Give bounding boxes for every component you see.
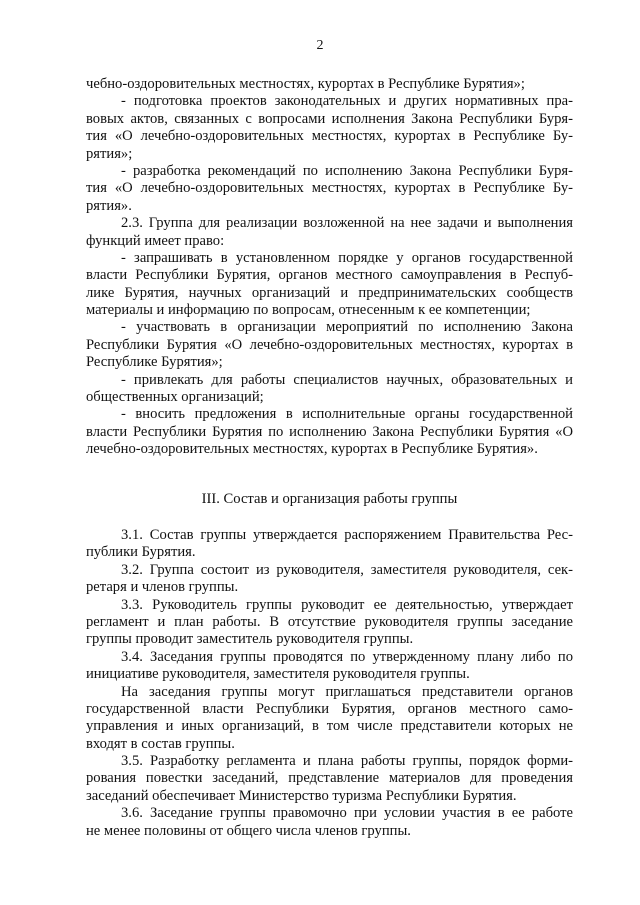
text-line: 3.5. Разработку регламента и плана работы группы, порядок форми- xyxy=(121,753,573,770)
text-line: 3.4. Заседания группы проводятся по утвержденному плану либо по xyxy=(121,648,573,665)
text-line: материалы и информацию по вопросам, отнесенным к ее компетенции; xyxy=(86,302,531,319)
text-line: - подготовка проектов законодательных и других нормативных пра- xyxy=(121,93,573,110)
text-line: На заседания группы могут приглашаться представители органов xyxy=(121,683,573,700)
text-line: 3.2. Группа состоит из руководителя, заместителя руководителя, сек- xyxy=(121,561,573,578)
paragraph xyxy=(86,250,573,320)
paragraph xyxy=(86,805,573,840)
section-2-continuation xyxy=(86,76,573,459)
text-line: не менее половины от общего числа членов группы. xyxy=(86,822,411,839)
text-line: 3.3. Руководитель группы руководит ее деятельностью, утверждает xyxy=(121,596,573,613)
text-line: тия «О лечебно-оздоровительных местностях, курортах в Республике Бу- xyxy=(86,128,573,145)
paragraph xyxy=(86,597,573,649)
paragraph xyxy=(86,319,573,371)
paragraph xyxy=(86,406,573,458)
paragraph xyxy=(86,649,573,684)
page-number: 2 xyxy=(316,38,324,53)
paragraph xyxy=(86,76,573,93)
text-line: ретаря и членов группы. xyxy=(86,579,239,596)
text-line: 3.1. Состав группы утверждается распоряжением Правительства Рес- xyxy=(121,527,573,543)
section-3-body xyxy=(86,527,573,840)
text-line: регламент и план работы. В отсутствие руководителя группы заседание xyxy=(86,613,573,630)
text-line: 3.6. Заседание группы правомочно при условии участия в ее работе xyxy=(121,805,573,822)
paragraph xyxy=(86,527,573,562)
section-3-heading: III. Состав и организация работы группы xyxy=(201,491,458,507)
text-line: лечебно-оздоровительных местностях, курортах в Республике Бурятия». xyxy=(86,441,538,458)
text-line: государственной власти Республики Бурятия, органов местного само- xyxy=(86,700,573,717)
text-line: общественных организаций; xyxy=(86,389,264,406)
text-line: рования повестки заседаний, представление материалов для проведения xyxy=(86,770,573,787)
text-line: - участвовать в организации мероприятий по исполнению Закона xyxy=(121,319,573,336)
text-line: вовых актов, связанных с вопросами исполнения Закона Республики Буря- xyxy=(86,110,573,127)
paragraph xyxy=(86,562,573,597)
paragraph xyxy=(86,163,573,215)
paragraph xyxy=(86,684,573,754)
text-line: тия «О лечебно-оздоровительных местностях, курортах в Республике Бу- xyxy=(86,180,573,197)
text-line: чебно-оздоровительных местностях, курортах в Республике Бурятия»; xyxy=(86,76,525,92)
text-line: рятия»; xyxy=(86,145,133,162)
text-line: публики Бурятия. xyxy=(86,544,196,561)
text-line: - запрашивать в установленном порядке у органов государственной xyxy=(121,249,573,266)
paragraph xyxy=(86,372,573,407)
text-line: инициативе руководителя, заместителя руководителя группы. xyxy=(86,666,470,683)
text-line: входят в состав группы. xyxy=(86,735,235,752)
paragraph xyxy=(86,93,573,163)
text-line: лике Бурятия, научных организаций и предпринимательских сообществ xyxy=(86,284,573,301)
text-line: Республике Бурятия»; xyxy=(86,354,223,371)
text-line: заседаний обеспечивает Министерство туризма Республики Бурятия. xyxy=(86,787,517,804)
text-line: Республики Бурятия «О лечебно-оздоровительных местностях, курортах в xyxy=(86,336,573,353)
text-line: рятия». xyxy=(86,197,132,214)
text-line: - разработка рекомендаций по исполнению Закона Республики Буря- xyxy=(121,162,573,179)
text-line: власти Республики Бурятия, органов местного самоуправления в Респуб- xyxy=(86,267,573,284)
text-line: управления и иных организаций, в том числе представители которых не xyxy=(86,718,573,735)
text-line: функций имеет право: xyxy=(86,232,225,249)
text-line: - вносить предложения в исполнительные органы государственной xyxy=(121,406,573,423)
text-line: группы проводит заместитель руководителя группы. xyxy=(86,631,414,648)
paragraph xyxy=(86,753,573,805)
text-line: - привлекать для работы специалистов научных, образовательных и xyxy=(121,371,573,388)
paragraph xyxy=(86,215,573,250)
text-line: власти Республики Бурятия по исполнению Закона Республики Бурятия «О xyxy=(86,423,573,440)
text-line: 2.3. Группа для реализации возложенной на нее задачи и выполнения xyxy=(121,215,573,232)
